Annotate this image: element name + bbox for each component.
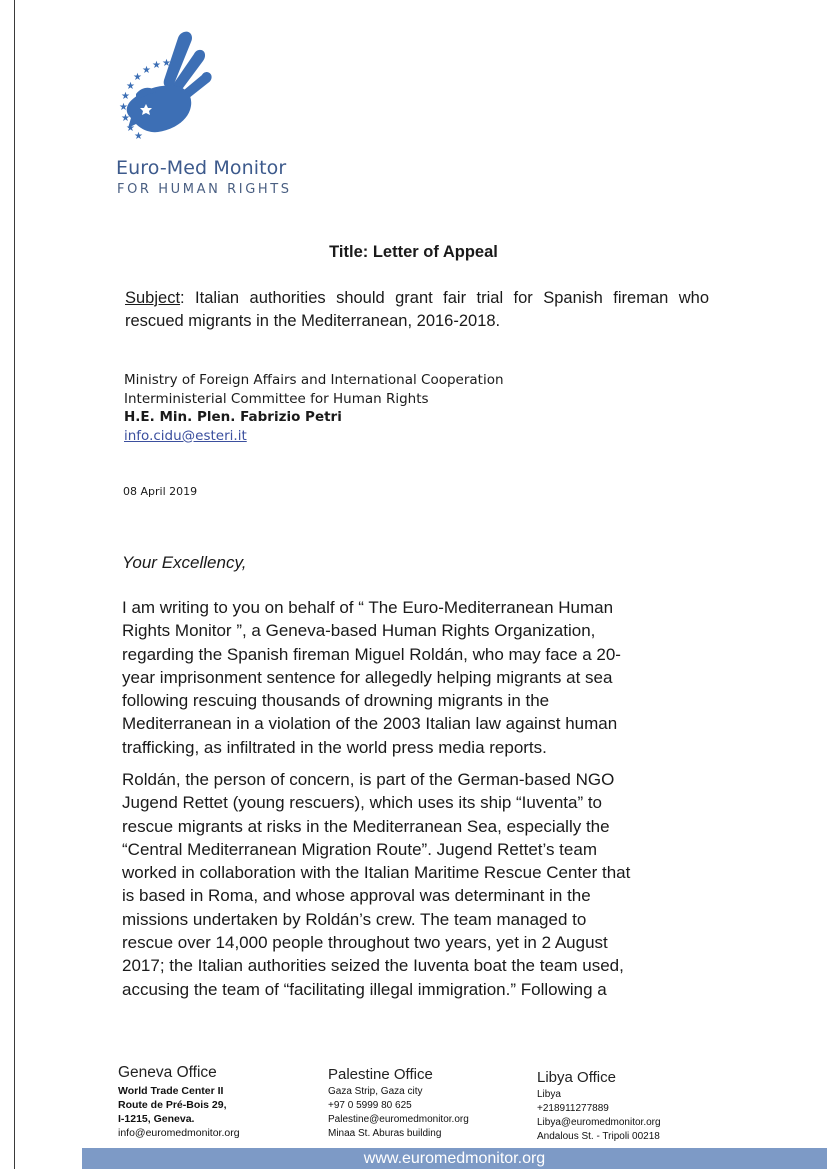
subject-block — [125, 287, 709, 333]
office-title: Geneva Office — [118, 1064, 217, 1081]
office-line: Andalous St. - Tripoli 00218 — [537, 1131, 660, 1142]
office-title: Palestine Office — [328, 1066, 433, 1083]
footer-bar — [82, 1148, 827, 1169]
paragraph-line: trafficking, as infiltrated in the world press media reports. — [122, 737, 547, 757]
office-email[interactable]: info@euromedmonitor.org — [118, 1127, 240, 1139]
addressee-name: H.E. Min. Plen. Fabrizio Petri — [124, 409, 342, 425]
svg-text:★: ★ — [121, 91, 130, 102]
paragraph-line: missions undertaken by Roldán’s crew. The team managed to — [122, 909, 587, 929]
svg-text:★: ★ — [126, 123, 135, 134]
addressee-email-link[interactable]: info.cidu@esteri.it — [124, 427, 247, 444]
paragraph-line: year imprisonment sentence for allegedly helping migrants at sea — [122, 667, 613, 687]
paragraph-line: rescue migrants at risks in the Mediterranean Sea, especially the — [122, 816, 610, 836]
office-line: Libya — [537, 1089, 561, 1100]
office-line: +97 0 5999 80 625 — [328, 1100, 412, 1111]
paragraph-line: regarding the Spanish fireman Miguel Roldán, who may face a 20- — [122, 644, 621, 664]
greeting: Your Excellency, — [122, 553, 247, 572]
office-line: Route de Pré-Bois 29, — [118, 1099, 227, 1111]
addressee-committee: Interministerial Committee for Human Rights — [124, 390, 429, 407]
paragraph-1 — [122, 596, 712, 759]
paragraph-line: rescue over 14,000 people throughout two years, yet in 2 August — [122, 933, 608, 953]
svg-text:★: ★ — [162, 58, 171, 69]
footer-libya-office — [537, 1069, 661, 1144]
paragraph-line: Rights Monitor ”, a Geneva-based Human Rights Organization, — [122, 621, 596, 641]
addressee-ministry: Ministry of Foreign Affairs and International Cooperation — [124, 372, 504, 388]
footer-palestine-office — [328, 1066, 469, 1141]
dove-hand-icon — [106, 28, 216, 143]
svg-text:★: ★ — [121, 113, 130, 124]
footer-geneva-office — [118, 1064, 240, 1140]
svg-text:★: ★ — [152, 60, 161, 71]
org-subtitle: FOR HUMAN RIGHTS — [117, 182, 292, 197]
svg-text:★: ★ — [134, 131, 143, 142]
svg-text:★: ★ — [119, 102, 128, 113]
paragraph-line: I am writing to you on behalf of “ The Euro-Mediterranean Human — [122, 598, 614, 617]
office-line: World Trade Center II — [118, 1085, 224, 1097]
paragraph-line: 2017; the Italian authorities seized the Iuventa boat the team used, — [122, 956, 624, 976]
office-title: Libya Office — [537, 1069, 616, 1086]
page-edge-line — [14, 0, 15, 1169]
subject-label: Subject — [125, 289, 181, 307]
letter-title: Title: Letter of Appeal — [329, 243, 498, 261]
paragraph-line: accusing the team of “facilitating illegal immigration.” Following a — [122, 979, 607, 999]
svg-text:★: ★ — [133, 72, 142, 83]
office-email[interactable]: Libya@euromedmonitor.org — [537, 1117, 661, 1128]
paragraph-line: Mediterranean in a violation of the 2003 Italian law against human — [122, 714, 618, 734]
office-line: +218911277889 — [537, 1103, 609, 1114]
paragraph-2 — [122, 768, 712, 1001]
paragraph-line: is based in Roma, and whose approval was determinant in the — [122, 886, 591, 906]
office-line: I-1215, Geneva. — [118, 1113, 195, 1125]
paragraph-line: following rescuing thousands of drowning migrants in the — [122, 691, 550, 711]
office-email[interactable]: Palestine@euromedmonitor.org — [328, 1114, 469, 1125]
letter-date: 08 April 2019 — [123, 485, 198, 498]
subject-text: : Italian authorities should grant fair trial for Spanish fireman who rescued migrants in the Mediterranean, 2016-2018. — [125, 289, 709, 330]
addressee-block — [124, 371, 644, 445]
paragraph-line: worked in collaboration with the Italian Maritime Rescue Center that — [122, 863, 631, 883]
svg-text:★: ★ — [142, 65, 151, 76]
office-line: Gaza Strip, Gaza city — [328, 1086, 423, 1097]
website-link[interactable]: www.euromedmonitor.org — [363, 1150, 546, 1167]
paragraph-line: Jugend Rettet (young rescuers), which uses its ship “Iuventa” to — [122, 793, 603, 813]
svg-text:★: ★ — [126, 81, 135, 92]
org-name: Euro-Med Monitor — [116, 157, 287, 179]
paragraph-line: “Central Mediterranean Migration Route”. Jugend Rettet’s team — [122, 839, 597, 859]
office-line: Minaa St. Aburas building — [328, 1128, 442, 1139]
paragraph-line: Roldán, the person of concern, is part of the German-based NGO — [122, 770, 615, 789]
